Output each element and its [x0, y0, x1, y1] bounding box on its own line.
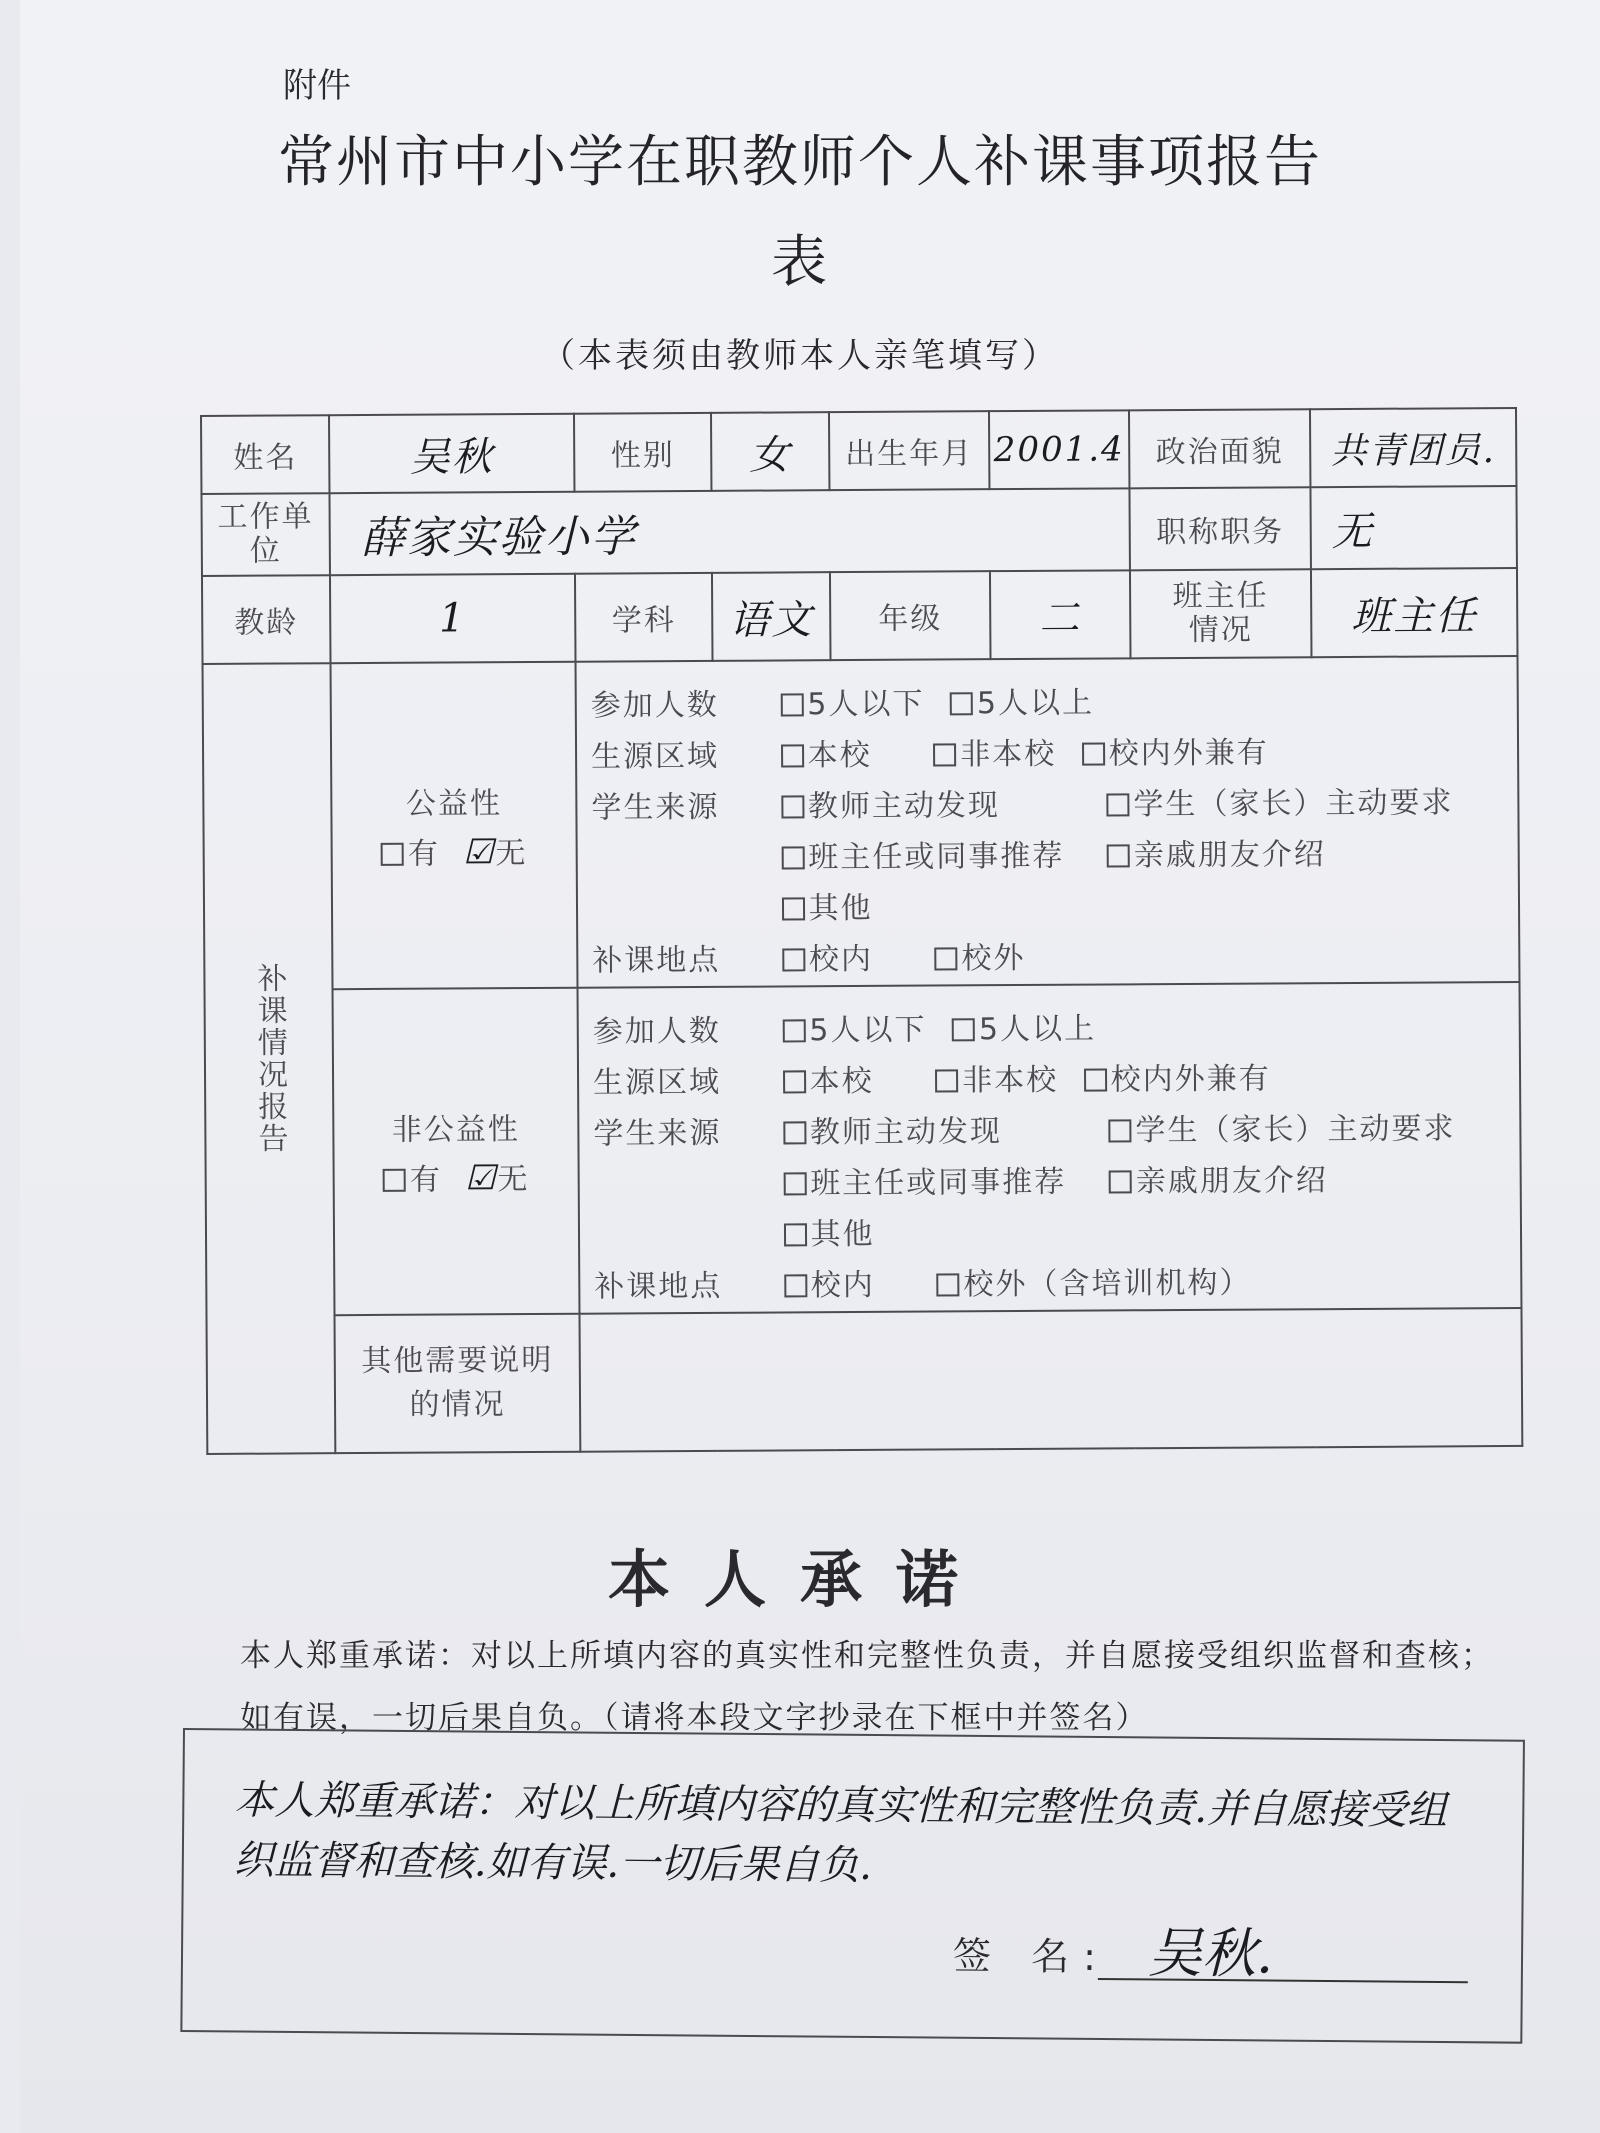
non-public-welfare-type-cell	[333, 988, 580, 1315]
option-checkbox[interactable]	[952, 1018, 975, 1041]
option-label: 校外（含培训机构）	[963, 1265, 1252, 1303]
location-label: 补课地点	[592, 942, 721, 979]
non-public-welfare-details	[578, 982, 1522, 1314]
attachment-label: 附件	[283, 66, 351, 106]
name-label: 姓名	[201, 415, 329, 494]
student-source-row-2	[592, 828, 1518, 885]
option-label: 教师主动发现	[807, 788, 1001, 825]
non-public-welfare-has-label: 有	[409, 1162, 443, 1198]
grade-value: 二	[990, 570, 1131, 659]
participants-row	[591, 675, 1517, 732]
public-welfare-type-cell	[331, 662, 578, 989]
option-label: 5人以下	[809, 1012, 927, 1049]
public-welfare-none-checkmark-icon[interactable]: ☑	[462, 832, 496, 873]
public-welfare-label: 公益性	[405, 786, 502, 822]
option-checkbox[interactable]	[783, 1172, 806, 1195]
grade-label: 年级	[830, 571, 991, 660]
signature-label: 签 名:	[952, 1933, 1111, 1980]
option-checkbox[interactable]	[1109, 1170, 1132, 1193]
non-public-welfare-label: 非公益性	[391, 1112, 520, 1148]
option-label: 5人以上	[976, 685, 1095, 722]
signature-value: 吴秋.	[1147, 1921, 1274, 1986]
source-area-label: 生源区域	[590, 738, 720, 775]
option-label: 5人以上	[978, 1011, 1097, 1048]
public-welfare-details	[576, 656, 1520, 988]
option-checkbox[interactable]	[934, 947, 957, 970]
participants-row	[593, 1001, 1519, 1058]
option-label: 校内外兼有	[1108, 735, 1269, 772]
option-label: 本校	[807, 737, 872, 774]
option-checkbox[interactable]	[1084, 1068, 1107, 1091]
form-title: 常州市中小学在职教师个人补课事项报告	[278, 130, 1322, 195]
gender-label: 性别	[574, 413, 711, 492]
option-label: 校内	[810, 1267, 875, 1304]
option-label: 本校	[809, 1063, 874, 1100]
option-label: 学生（家长）主动要求	[1133, 785, 1454, 823]
option-checkbox[interactable]	[783, 1121, 806, 1144]
non-public-welfare-has-checkbox[interactable]	[383, 1169, 406, 1192]
tutoring-report-section-label: 补课情况报告	[203, 663, 336, 1454]
source-area-label: 生源区域	[592, 1064, 722, 1101]
option-checkbox[interactable]	[936, 1273, 959, 1296]
head-teacher-label: 班主任情况	[1130, 569, 1312, 658]
workplace-value: 薛家实验小学	[329, 488, 1129, 575]
student-source-row	[593, 1103, 1519, 1160]
other-notes-value[interactable]	[579, 1308, 1522, 1452]
workplace-label: 工作单位	[201, 493, 329, 576]
location-row	[592, 930, 1518, 987]
source-area-row	[591, 726, 1517, 783]
option-checkbox[interactable]	[782, 948, 805, 971]
option-label: 校内外兼有	[1110, 1061, 1271, 1098]
option-label: 非本校	[960, 736, 1057, 773]
option-label: 5人以下	[807, 686, 925, 723]
other-notes-label: 其他需要说明的情况	[335, 1314, 581, 1453]
option-checkbox[interactable]	[950, 692, 973, 715]
birth-label: 出生年月	[829, 411, 989, 490]
option-checkbox[interactable]	[781, 795, 804, 818]
student-source-row	[591, 777, 1517, 834]
location-row	[594, 1256, 1520, 1313]
option-label: 校外	[961, 940, 1026, 977]
political-status-label: 政治面貌	[1129, 409, 1310, 488]
option-label: 亲戚朋友介绍	[1135, 1163, 1328, 1200]
pledge-text: 本人郑重承诺：对以上所填内容的真实性和完整性负责，并自愿接受组织监督和查核；如有误，一切后果自负。（请将本段文字抄录在下框中并签名）	[240, 1638, 1494, 1736]
option-label: 亲戚朋友介绍	[1133, 837, 1326, 874]
non-public-welfare-none-label: 无	[497, 1162, 530, 1198]
option-checkbox[interactable]	[1107, 844, 1130, 867]
handwritten-pledge-copy: 本人郑重承诺：对以上所填内容的真实性和完整性负责.并自愿接受组织监督和查核.如有误.一切后果自负.	[233, 1777, 1448, 1890]
handwritten-pledge-box[interactable]	[180, 1728, 1525, 2044]
form-title-continued: 表	[771, 230, 829, 295]
option-label: 教师主动发现	[809, 1114, 1003, 1151]
participants-label: 参加人数	[592, 1013, 721, 1050]
option-label: 校内	[808, 941, 873, 978]
subject-label: 学科	[575, 573, 713, 662]
fill-instruction-note: （本表须由教师本人亲笔填写）	[541, 336, 1059, 376]
birth-value: 2001.4	[989, 410, 1129, 489]
option-checkbox[interactable]	[1082, 742, 1105, 765]
job-title-value: 无	[1310, 486, 1516, 569]
option-label: 其他	[810, 1216, 875, 1253]
student-source-row-2	[594, 1154, 1520, 1211]
student-source-row-3	[592, 879, 1518, 936]
report-form-table	[200, 407, 1523, 1455]
option-checkbox[interactable]	[781, 744, 804, 767]
job-title-label: 职称职务	[1129, 487, 1310, 570]
subject-value: 语文	[712, 572, 831, 661]
teaching-years-label: 教龄	[202, 575, 331, 664]
option-checkbox[interactable]	[783, 1070, 806, 1093]
head-teacher-value: 班主任	[1311, 568, 1518, 657]
option-checkbox[interactable]	[933, 743, 956, 766]
option-label: 学生（家长）主动要求	[1135, 1111, 1456, 1149]
option-checkbox[interactable]	[781, 846, 804, 869]
public-welfare-none-label: 无	[495, 836, 528, 872]
option-checkbox[interactable]	[935, 1069, 958, 1092]
public-welfare-has-checkbox[interactable]	[381, 843, 404, 866]
student-source-label: 学生来源	[593, 1115, 722, 1152]
option-checkbox[interactable]	[782, 897, 805, 920]
student-source-label: 学生来源	[591, 789, 720, 826]
option-checkbox[interactable]	[782, 1019, 805, 1042]
gender-value: 女	[711, 412, 829, 491]
option-label: 非本校	[962, 1062, 1059, 1099]
participants-label: 参加人数	[590, 687, 719, 724]
non-public-welfare-none-checkmark-icon[interactable]: ☑	[464, 1158, 498, 1199]
option-label: 班主任或同事推荐	[808, 838, 1065, 876]
option-checkbox[interactable]	[1106, 793, 1129, 816]
location-label: 补课地点	[594, 1268, 723, 1305]
public-welfare-has-label: 有	[407, 836, 441, 872]
option-label: 班主任或同事推荐	[810, 1164, 1067, 1202]
option-checkbox[interactable]	[780, 693, 803, 716]
political-status-value: 共青团员.	[1310, 408, 1516, 487]
teaching-years-value: 1	[330, 574, 576, 663]
source-area-row	[593, 1052, 1519, 1109]
option-checkbox[interactable]	[1108, 1119, 1131, 1142]
pledge-title: 本人承诺	[607, 1543, 992, 1616]
student-source-row-3	[594, 1205, 1520, 1262]
name-value: 吴秋	[329, 414, 574, 493]
option-label: 其他	[808, 890, 873, 927]
option-checkbox[interactable]	[784, 1274, 807, 1297]
option-checkbox[interactable]	[783, 1223, 806, 1246]
